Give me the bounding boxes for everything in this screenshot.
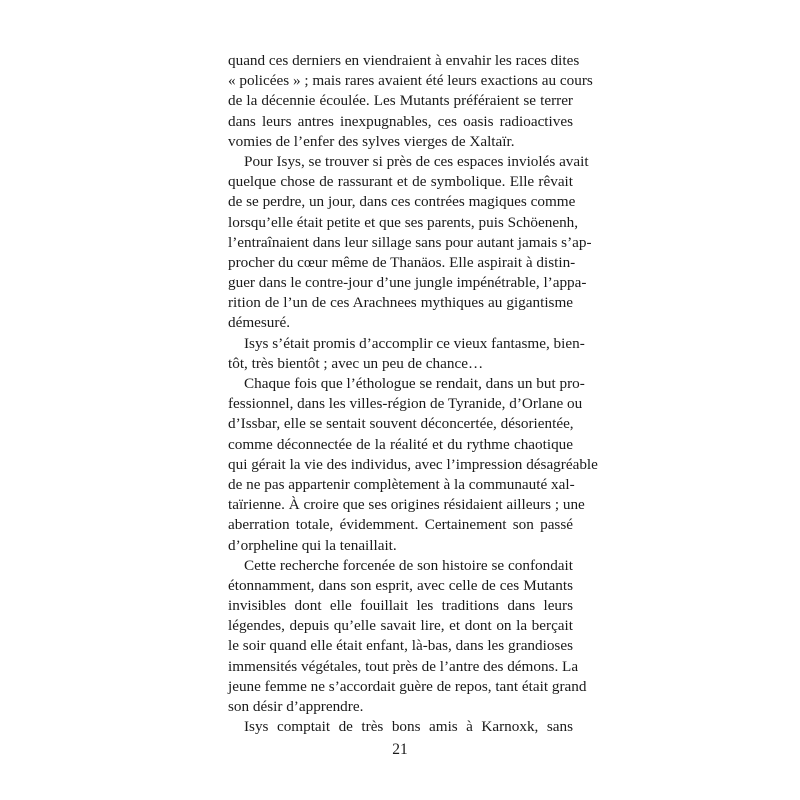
text-line: Isys comptait de très bons amis à Karnoxk, sans (244, 718, 573, 736)
text-line: Chaque fois que l’éthologue se rendait, dans un but pro- (244, 375, 585, 392)
text-line: invisibles dont elle fouillait les traditions dans leurs (228, 597, 573, 615)
text-line: étonnamment, dans son esprit, avec celle de ces Mutants (228, 576, 573, 594)
text-line: lorsqu’elle était petite et que ses parents, puis Schöenenh, (228, 213, 579, 231)
text-line: de ne pas appartenir complètement à la communauté xal- (228, 475, 575, 493)
page-number: 21 (392, 741, 408, 758)
text-line: jeune femme ne s’accordait guère de repos, tant était grand (228, 677, 587, 695)
text-line: taïrienne. À croire que ses origines résidaient ailleurs ; une (228, 496, 585, 514)
text-line: Isys s’était promis d’accomplir ce vieux fantasme, bien- (244, 334, 585, 352)
text-line: quand ces derniers en viendraient à envahir les races dites (228, 52, 580, 69)
text-line: fessionnel, dans les villes-région de Tyranide, d’Orlane ou (228, 395, 583, 413)
text-line: dans leurs antres inexpugnables, ces oasis radioactives (228, 112, 573, 130)
text-line: quelque chose de rassurant et de symbolique. Elle rêvait (228, 173, 573, 191)
text-line: « policées » ; mais rares avaient été leurs exactions au cours (228, 72, 593, 90)
paragraph (228, 374, 598, 556)
text-line: démesuré. (228, 314, 290, 332)
text-line: son désir d’apprendre. (228, 698, 364, 715)
paragraph (228, 334, 585, 374)
text-line: d’Issbar, elle se sentait souvent déconcertée, désorientée, (228, 415, 574, 433)
text-line: de la décennie écoulée. Les Mutants préféraient se terrer (228, 92, 573, 110)
text-line: de se perdre, un jour, dans ces contrées magiques comme (228, 193, 576, 211)
paragraph (228, 152, 592, 334)
text-line: tôt, très bientôt ; avec un peu de chance… (228, 354, 484, 372)
text-line: rition de l’un de ces Arachnees mythiques au gigantisme (228, 294, 573, 312)
text-line: aberration totale, évidemment. Certainement son passé (228, 516, 573, 534)
text-line: le soir quand elle était enfant, là-bas, dans les grandioses (228, 637, 573, 655)
text-line: Pour Isys, se trouver si près de ces espaces inviolés avait (244, 152, 589, 170)
text-line: comme déconnectée de la réalité et du rythme chaotique (228, 435, 573, 453)
paragraph (228, 556, 587, 718)
text-line: vomies de l’enfer des sylves vierges de Xaltaïr. (228, 132, 515, 150)
paragraph (228, 51, 593, 152)
text-line: immensités végétales, tout près de l’antre des démons. La (228, 657, 579, 675)
body-text (228, 51, 598, 737)
text-line: d’orpheline qui la tenaillait. (228, 536, 397, 554)
text-line: qui gérait la vie des individus, avec l’impression désagréable (228, 455, 598, 473)
text-line: guer dans le contre-jour d’une jungle impénétrable, l’appa- (228, 274, 587, 292)
text-line: légendes, depuis qu’elle savait lire, et dont on la berçait (228, 617, 573, 635)
text-line: Cette recherche forcenée de son histoire se confondait (244, 556, 573, 574)
text-line: l’entraînaient dans leur sillage sans pour autant jamais s’ap- (228, 233, 592, 251)
paragraph (228, 717, 573, 737)
text-line: procher du cœur même de Thanäos. Elle aspirait à distin- (228, 253, 576, 271)
